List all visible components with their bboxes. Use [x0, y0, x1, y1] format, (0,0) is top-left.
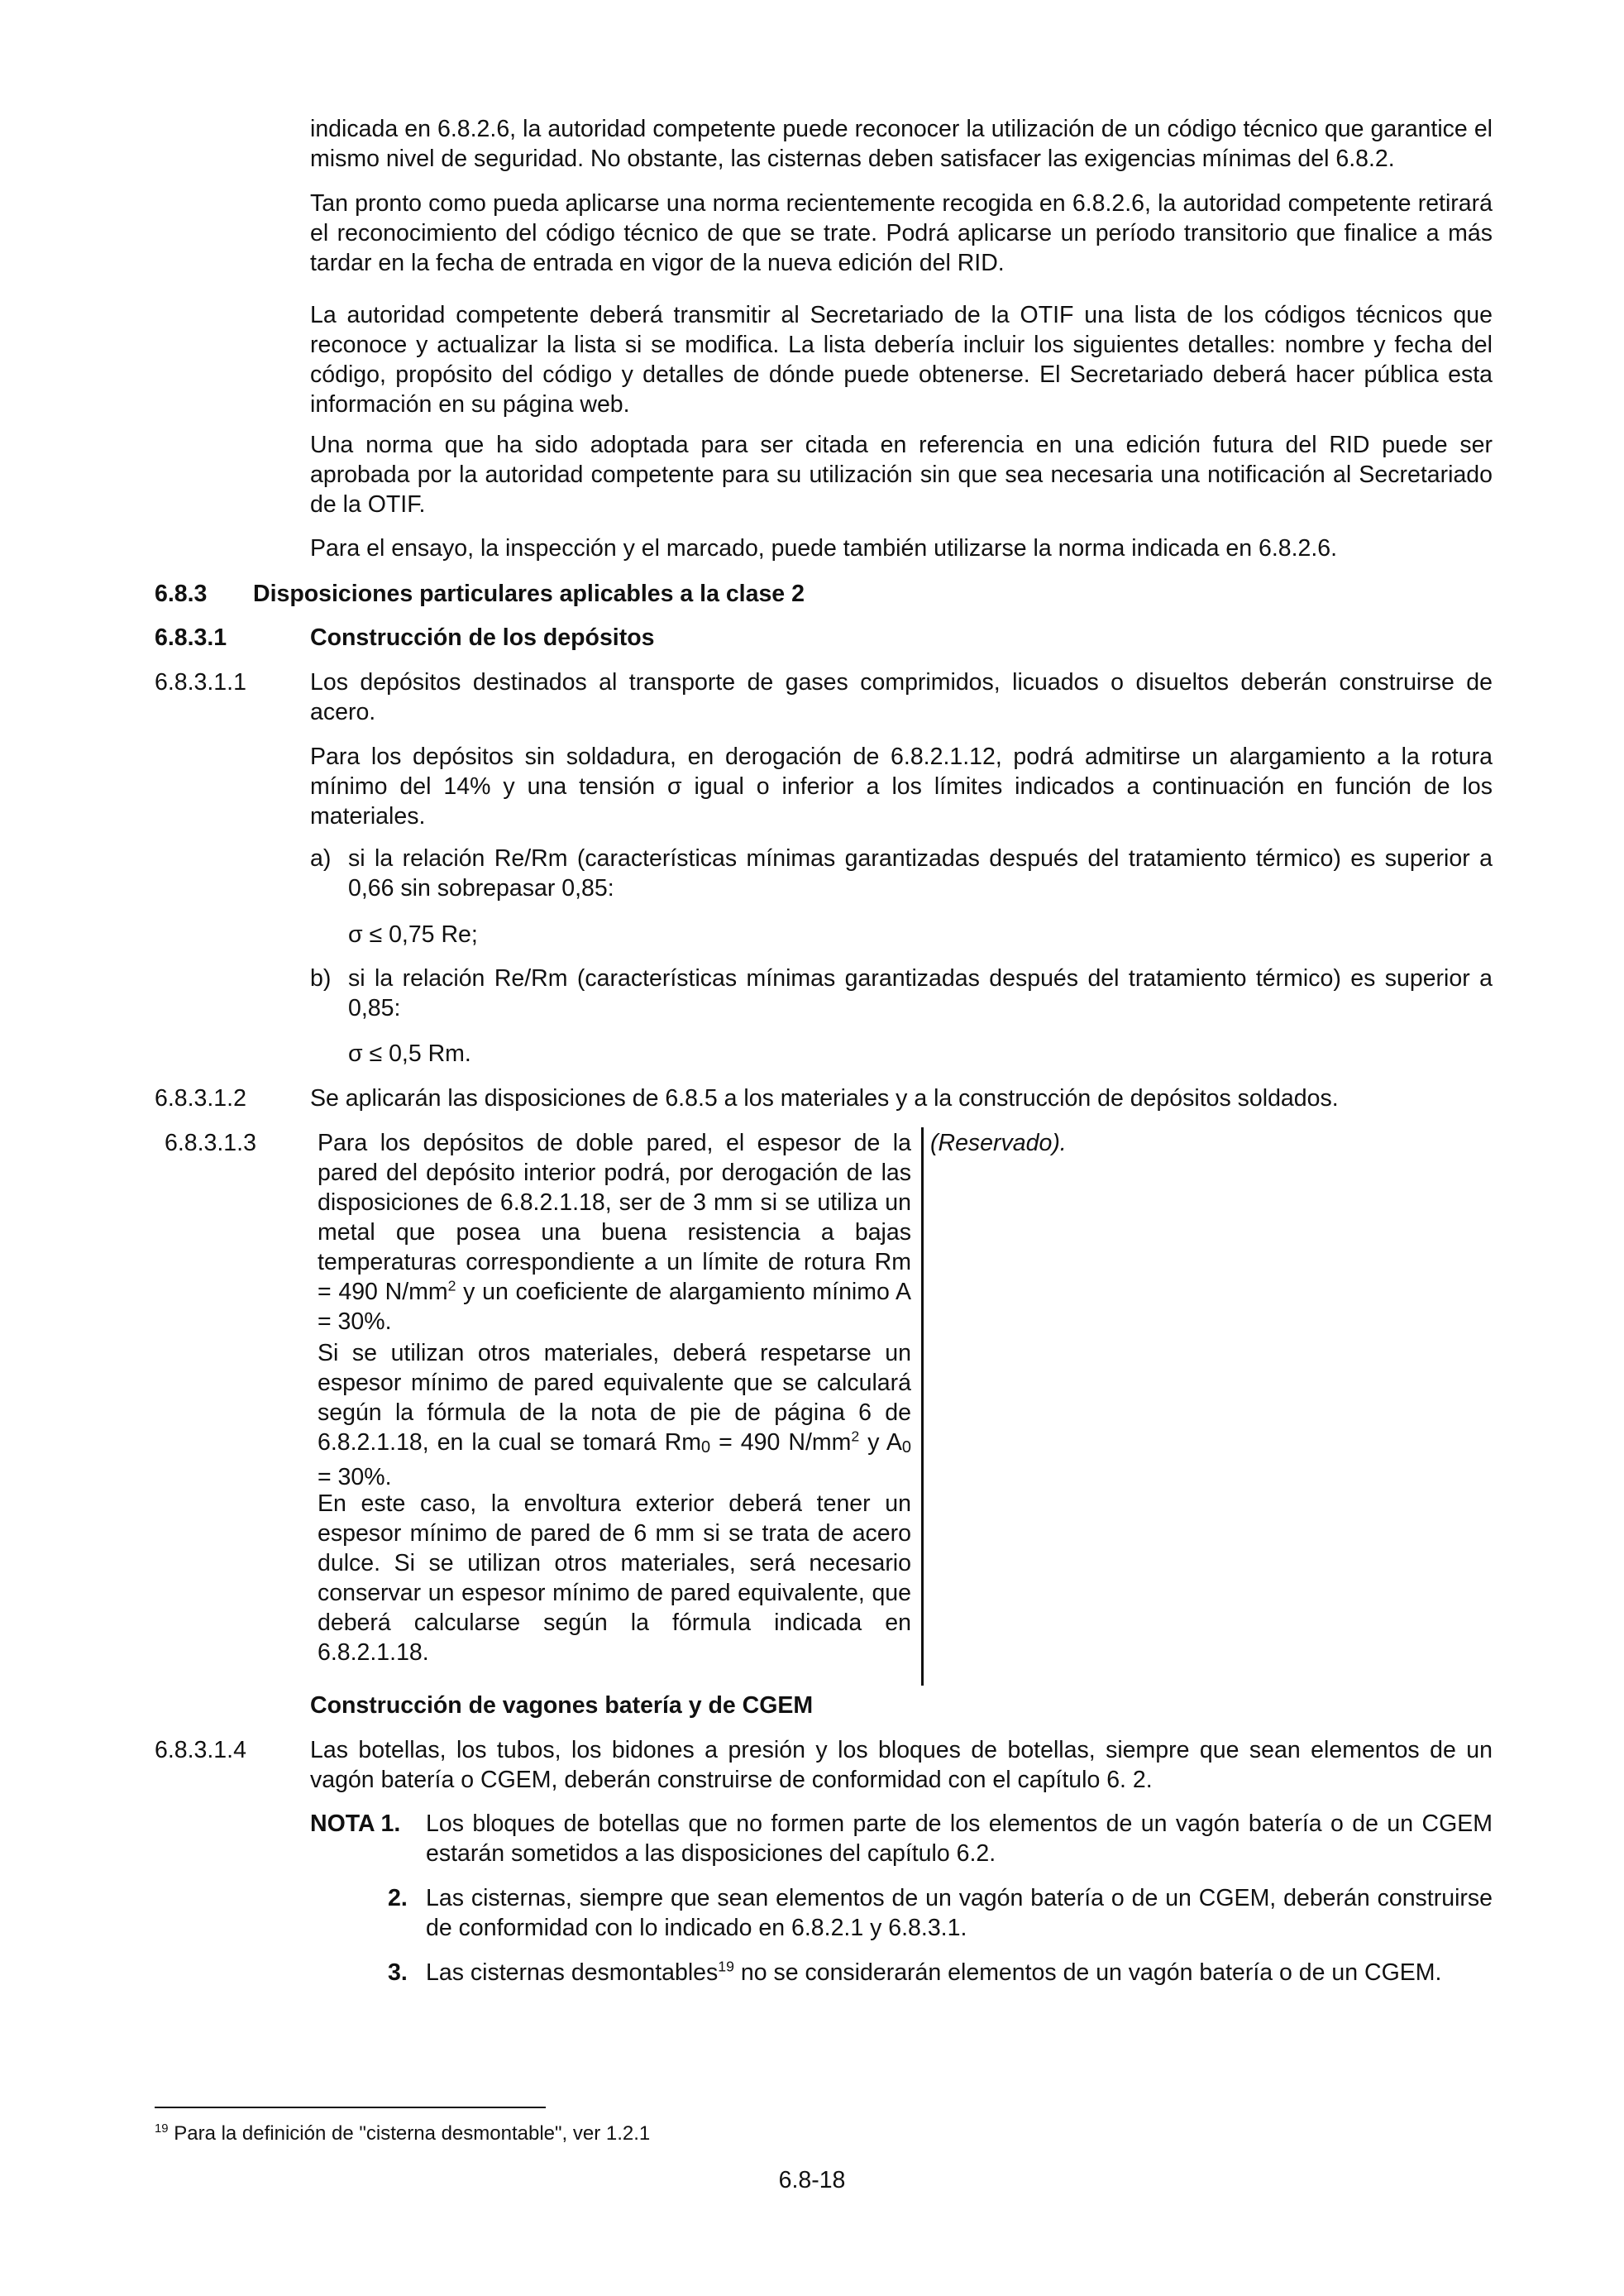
section-number-6-8-3-1-4: 6.8.3.1.4	[155, 1737, 246, 1763]
nota-3-text: Las cisternas desmontables$^{19}$ no se considerarán elementos de un vagón batería o de un CGEM.	[426, 1958, 1442, 1986]
intro-paragraph-4: Una norma que ha sido adoptada para ser citada en referencia en una edición futura del RID puede ser aprobada por la autoridad competente para su utilización sin que sea necesaria una notificación al Secretariado de la OTIF.	[310, 432, 1493, 518]
nota-1-text: Los bloques de botellas que no formen parte de los elementos de un vagón batería o de un CGEM estarán sometidos a las disposiciones del capítulo 6.2.	[426, 1810, 1493, 1867]
paragraph-6-8-3-1-4: Las botellas, los tubos, los bidones a presión y los bloques de botellas, siempre que sean elementos de un vagón batería o CGEM, deberán construirse de conformidad con el capítulo 6. 2.	[310, 1737, 1493, 1793]
formula-b: σ ≤ 0,5 Rm.	[348, 1040, 471, 1067]
reserved-note: (Reservado).	[930, 1130, 1067, 1156]
nota-2-text: Las cisternas, siempre que sean elementos de un vagón batería o de un CGEM, deberán construirse de conformidad con lo indicado en 6.8.2.1 y 6.8.3.1.	[426, 1885, 1493, 1941]
list-label-b: b)	[310, 965, 332, 992]
section-title-6-8-3: Disposiciones particulares aplicables a la clase 2	[253, 581, 805, 607]
section-number-6-8-3-1-1: 6.8.3.1.1	[155, 669, 246, 696]
footnote-mark: 19	[155, 2122, 169, 2136]
intro-paragraph-3: La autoridad competente deberá transmitir al Secretariado de la OTIF una lista de los códigos técnicos que reconoce y actualizar la lista si se modifica. La lista debería incluir los siguientes detalles: nombre y fecha del código, propósito del código y detalles de dónde puede obtenerse. El Secretariado deberá hacer pública esta información en su página web.	[310, 302, 1493, 418]
paragraph-6-8-3-1-1-a: Los depósitos destinados al transporte de gases comprimidos, licuados o disueltos deberán construirse de acero.	[310, 669, 1493, 725]
column-divider	[921, 1127, 924, 1686]
paragraph-6-8-3-1-3-b: Si se utilizan otros materiales, deberá respetarse un espesor mínimo de pared equivalente que se calculará según la fórmula de la nota de pie de página 6 de 6.8.2.1.18, en la cual se tomará Rm0 = 490 $N/mm^2$ y A0 = 30%.	[318, 1340, 911, 1490]
footnote	[155, 2121, 650, 2146]
subheading-vagones-bateria: Construcción de vagones batería y de CGEM	[310, 1692, 814, 1719]
footnote-text: Para la definición de "cisterna desmontable", ver 1.2.1	[168, 2122, 651, 2145]
paragraph-6-8-3-1-2: Se aplicarán las disposiciones de 6.8.5 a los materiales y a la construcción de depósitos soldados.	[310, 1085, 1339, 1112]
page-number: 6.8-18	[778, 2167, 846, 2193]
paragraph-6-8-3-1-1-b: Para los depósitos sin soldadura, en derogación de 6.8.2.1.12, podrá admitirse un alargamiento a la rotura mínimo del 14% y una tensión σ igual o inferior a los límites indicados a continuación en función de los materiales.	[310, 744, 1493, 830]
nota-2-label: 2.	[388, 1885, 408, 1911]
nota-3-label: 3.	[388, 1959, 408, 1986]
intro-paragraph-2: Tan pronto como pueda aplicarse una norma recientemente recogida en 6.8.2.6, la autoridad competente retirará el reconocimiento del código técnico de que se trate. Podrá aplicarse un período transitorio que finalice a más tardar en la fecha de entrada en vigor de la nueva edición del RID.	[310, 190, 1493, 276]
section-title-6-8-3-1: Construcción de los depósitos	[310, 624, 655, 651]
list-text-b: si la relación Re/Rm (características mínimas garantizadas después del tratamiento térmico) es superior a 0,85:	[348, 965, 1493, 1021]
paragraph-6-8-3-1-3-c: En este caso, la envoltura exterior deberá tener un espesor mínimo de pared de 6 mm si se trata de acero dulce. Si se utilizan otros materiales, será necesario conservar un espesor mínimo de pared equivalente, que deberá calcularse según la fórmula indicada en 6.8.2.1.18.	[318, 1490, 911, 1666]
footnote-separator	[155, 2107, 546, 2108]
section-number-6-8-3-1-2: 6.8.3.1.2	[155, 1085, 246, 1112]
section-number-6-8-3: 6.8.3	[155, 581, 208, 607]
formula-a: σ ≤ 0,75 Re;	[348, 921, 478, 948]
section-number-6-8-3-1: 6.8.3.1	[155, 624, 227, 651]
list-text-a: si la relación Re/Rm (características mínimas garantizadas después del tratamiento térmico) es superior a 0,66 sin sobrepasar 0,85:	[348, 845, 1493, 902]
paragraph-6-8-3-1-3-a: Para los depósitos de doble pared, el espesor de la pared del depósito interior podrá, por derogación de las disposiciones de 6.8.2.1.18, ser de 3 mm si se utiliza un metal que posea una buena resistencia a bajas temperaturas correspondiente a un límite de rotura Rm = 490 $N/mm^2$ y un coeficiente de alargamiento mínimo A = 30%.	[318, 1130, 912, 1335]
intro-paragraph-1: indicada en 6.8.2.6, la autoridad competente puede reconocer la utilización de un código técnico que garantice el mismo nivel de seguridad. No obstante, las cisternas deben satisfacer las exigencias mínimas del 6.8.2.	[310, 116, 1493, 172]
list-label-a: a)	[310, 845, 332, 872]
nota-label: NOTA 1.	[310, 1810, 401, 1837]
intro-paragraph-5: Para el ensayo, la inspección y el marcado, puede también utilizarse la norma indicada en 6.8.2.6.	[310, 535, 1338, 562]
section-number-6-8-3-1-3: 6.8.3.1.3	[165, 1130, 256, 1156]
